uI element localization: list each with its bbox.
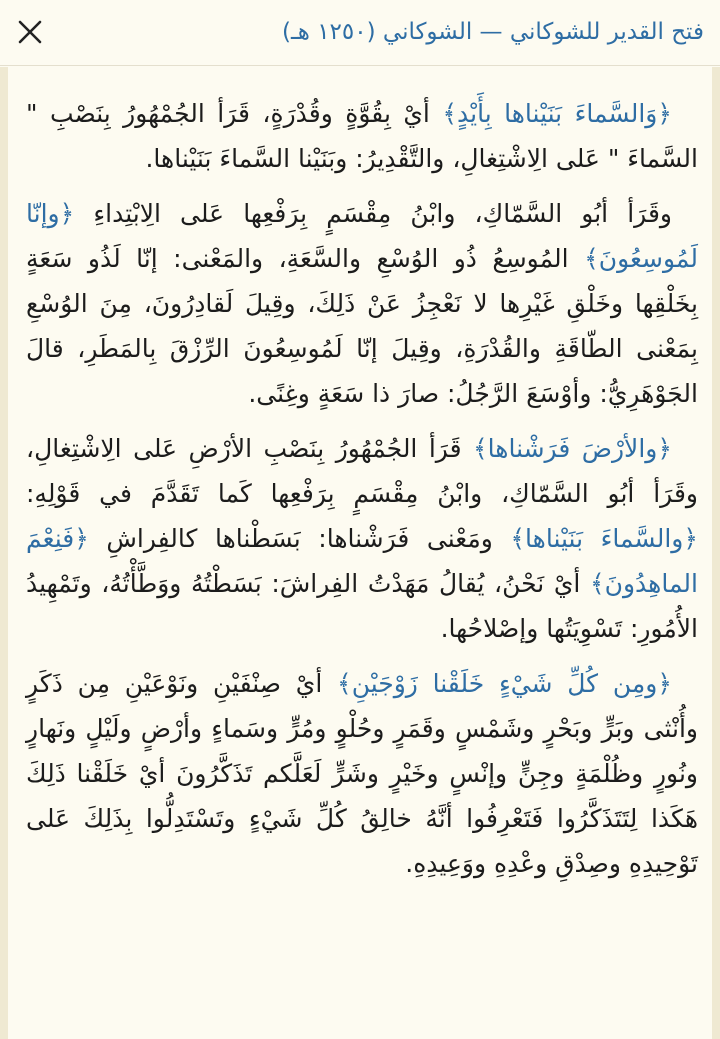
commentary-text: أيْ بِقُوَّةٍ وقُدْرَةٍ، قَرَأ الجُمْهُورُ بِنَصْبِ " السَّماءَ " عَلى الِاشْتِغالِ، والتَّقْدِيرُ: وبَنَيْنا السَّماءَ بَنَيْناها.	[26, 99, 698, 173]
top-bar	[0, 0, 720, 66]
commentary-text: قَرَأ الجُمْهُورُ بِنَصْبِ الأرْضِ عَلى الِاشْتِغالِ، وقَرَأ أبُو السَّمّاكِ، وابْنُ مِقْسَمٍ بِرَفْعِها كَما تَقَدَّمَ في قَوْلِهِ:	[26, 434, 698, 508]
tafsir-text	[26, 91, 698, 896]
page-edge-right	[712, 67, 720, 1039]
quran-verse[interactable]: ﴿ومِن كُلِّ شَيْءٍ خَلَقْنا زَوْجَيْنِ﴾	[337, 669, 672, 698]
tafsir-paragraph	[26, 91, 698, 181]
quran-verse[interactable]: ﴿والسَّماءَ بَنَيْناها﴾	[510, 524, 698, 553]
quran-verse[interactable]: ﴿والأرْضَ فَرَشْناها﴾	[473, 434, 672, 463]
commentary-text: أيْ صِنْفَيْنِ ونَوْعَيْنِ مِن ذَكَرٍ وأُنْثى وبَرٍّ وبَحْرٍ وشَمْسٍ وقَمَرٍ وحُلْوٍ ومُرٍّ وسَماءٍ وأرْضٍ ولَيْلٍ ونَهارٍ ونُورٍ وظُلْمَةٍ وجِنٍّ وإنْسٍ وخَيْرٍ وشَرٍّ لَعَلَّكم تَذَكَّرُونَ أيْ خَلَقْنا ذَلِكَ هَكَذا لِتَتَذَكَّرُوا فَتَعْرِفُوا أنَّهُ خالِقُ كُلِّ شَيْءٍ وتَسْتَدِلُّوا بِذَلِكَ عَلى تَوْحِيدِهِ وصِدْقِ وعْدِهِ ووَعِيدِهِ.	[26, 669, 698, 878]
page-edge-left	[0, 67, 8, 1039]
close-button[interactable]	[10, 12, 50, 52]
close-icon[interactable]	[10, 12, 50, 52]
tafsir-content[interactable]	[0, 67, 720, 1039]
commentary-text: ومَعْنى فَرَشْناها: بَسَطْناها كالفِراشِ	[88, 524, 511, 553]
commentary-text: المُوسِعُ ذُو الوُسْعِ والسَّعَةِ، والمَعْنى: إنّا لَذُو سَعَةٍ بِخَلْقِها وخَلْقِ غَيْرِها لا نَعْجِزُ عَنْ ذَلِكَ، وقِيلَ لَقادِرُونَ، مِنَ الوُسْعِ بِمَعْنى الطّاقَةِ والقُدْرَةِ، وقِيلَ إنّا لَمُوسِعُونَ الرِّزْقَ بِالمَطَرِ، قالَ الجَوْهَرِيُّ: وأوْسَعَ الرَّجُلُ: صارَ ذا سَعَةٍ وغِنًى.	[26, 244, 698, 408]
commentary-text: وقَرَأ أبُو السَّمّاكِ، وابْنُ مِقْسَمٍ بِرَفْعِها عَلى الِابْتِداءِ	[74, 199, 672, 228]
book-title: فتح القدير للشوكاني — الشوكاني (١٢٥٠ هـ)	[282, 19, 704, 45]
quran-verse[interactable]: ﴿وإنّا لَمُوسِعُونَ﴾	[26, 199, 698, 273]
tafsir-paragraph	[26, 661, 698, 886]
tafsir-paragraph	[26, 191, 698, 416]
quran-verse[interactable]: ﴿فَنِعْمَ الماهِدُونَ﴾	[26, 524, 698, 598]
commentary-text: أيْ نَحْنُ، يُقالُ مَهَدْتُ الفِراشَ: بَسَطْتُهُ ووَطَّأْتُهُ، وتَمْهِيدُ الأُمُورِ: تَسْوِيَتُها وإصْلاحُها.	[26, 569, 698, 643]
quran-verse[interactable]: ﴿وَالسَّماءَ بَنَيْناها بِأَيْدٍ﴾	[442, 99, 672, 128]
tafsir-paragraph	[26, 426, 698, 651]
